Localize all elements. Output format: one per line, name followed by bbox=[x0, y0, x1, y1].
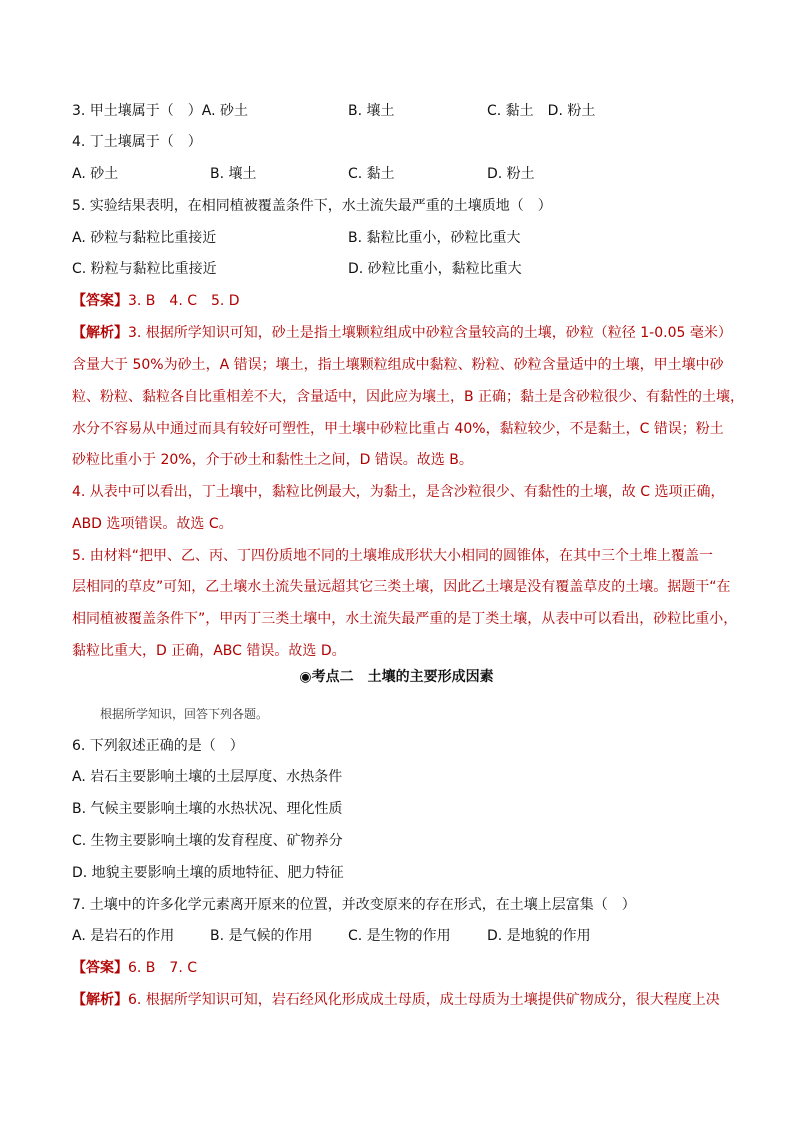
explanation-line: 【解析】3. 根据所学知识可知，砂土是指土壤颗粒组成中砂粒含量较高的土壤，砂粒（粒径 1-0.05 毫米） bbox=[72, 325, 732, 341]
q7-stem: 7. 土壤中的许多化学元素离开原来的位置，并改变原来的存在形式，在土壤上层富集（ ） bbox=[72, 897, 636, 913]
q4-stem: 4. 丁土壤属于（ ） bbox=[72, 134, 202, 150]
explanation-line: 4. 从表中可以看出，丁土壤中，黏粒比例最大，为黏土，是含沙粒很少、有黏性的土壤，故 C 选项正确， bbox=[72, 484, 725, 500]
q7-option-c: C. 是生物的作用 bbox=[348, 928, 451, 944]
explanation-line: 5. 由材料“把甲、乙、丙、丁四份质地不同的土壤堆成形状大小相同的圆锥体，在其中三个土堆上覆盖一 bbox=[72, 548, 714, 564]
q3-stem: 3. 甲土壤属于（ ）A. 砂土 bbox=[72, 103, 249, 119]
q4-option-b: B. 壤土 bbox=[210, 166, 257, 182]
explanation-tag: 【解析】 bbox=[72, 325, 128, 341]
q7-option-a: A. 是岩石的作用 bbox=[72, 928, 175, 944]
q6-option-c: C. 生物主要影响土壤的发育程度、矿物养分 bbox=[72, 833, 343, 849]
explanation-tag: 【解析】 bbox=[72, 992, 128, 1008]
q3-option-cd: C. 黏土 D. 粉土 bbox=[487, 103, 596, 119]
q4-option-d: D. 粉土 bbox=[487, 166, 535, 182]
q3-option-b: B. 壤土 bbox=[348, 103, 395, 119]
explanation-line: ABD 选项错误。故选 C。 bbox=[72, 516, 233, 532]
answer-text: 6. B 7. C bbox=[128, 960, 197, 976]
q5-option-d: D. 砂粒比重小，黏粒比重大 bbox=[348, 261, 522, 277]
q6-stem: 6. 下列叙述正确的是（ ） bbox=[72, 738, 244, 754]
answer-block-2 bbox=[72, 958, 197, 978]
q5-option-a: A. 砂粒与黏粒比重接近 bbox=[72, 230, 217, 246]
explanation-line: 相同植被覆盖条件下”，甲丙丁三类土壤中，水土流失最严重的是丁类土壤，从表中可以看出，砂粒比重小， bbox=[72, 611, 738, 627]
q7-option-d: D. 是地貌的作用 bbox=[487, 928, 591, 944]
explanation-line: 粒、粉粒、黏粒各自比重相差不大，含量适中，因此应为壤土，B 正确；黏土是含砂粒很少、有黏性的土壤， bbox=[72, 389, 745, 405]
explanation-line: 黏粒比重大，D 正确，ABC 错误。故选 D。 bbox=[72, 643, 346, 659]
q7-option-b: B. 是气候的作用 bbox=[210, 928, 313, 944]
answer-tag: 【答案】 bbox=[72, 293, 128, 309]
answer-text: 3. B 4. C 5. D bbox=[128, 293, 240, 309]
q6-option-b: B. 气候主要影响土壤的水热状况、理化性质 bbox=[72, 801, 343, 817]
q4-option-c: C. 黏土 bbox=[348, 166, 395, 182]
section-heading: ◉考点二 土壤的主要形成因素 bbox=[299, 669, 494, 685]
explanation-line: 层相同的草皮”可知，乙土壤水土流失量远超其它三类土壤，因此乙土壤是没有覆盖草皮的土壤。据题干“在 bbox=[72, 579, 731, 595]
q6-option-a: A. 岩石主要影响土壤的土层厚度、水热条件 bbox=[72, 769, 343, 785]
explanation-line: 水分不容易从中通过而具有较好可塑性，甲土壤中砂粒比重占 40%，黏粒较少，不是黏土，C 错误；粉土 bbox=[72, 421, 724, 437]
q6-option-d: D. 地貌主要影响土壤的质地特征、肥力特征 bbox=[72, 865, 344, 881]
explanation-line: 砂粒比重小于 20%，介于砂土和黏性土之间，D 错误。故选 B。 bbox=[72, 452, 473, 468]
answer-block-1 bbox=[72, 291, 240, 311]
q5-stem: 5. 实验结果表明，在相同植被覆盖条件下，水土流失最严重的土壤质地（ ） bbox=[72, 198, 552, 214]
q4-option-a: A. 砂土 bbox=[72, 166, 119, 182]
explanation-line: 含量大于 50%为砂土，A 错误；壤土，指土壤颗粒组成中黏粒、粉粒、砂粒含量适中的土壤，甲土壤中砂 bbox=[72, 357, 724, 373]
q5-option-c: C. 粉粒与黏粒比重接近 bbox=[72, 261, 217, 277]
section-intro: 根据所学知识，回答下列各题。 bbox=[100, 707, 269, 721]
explanation-line: 【解析】6. 根据所学知识可知，岩石经风化形成成土母质，成土母质为土壤提供矿物成分，很大程度上决 bbox=[72, 992, 720, 1008]
q5-option-b: B. 黏粒比重小，砂粒比重大 bbox=[348, 230, 521, 246]
answer-tag: 【答案】 bbox=[72, 960, 128, 976]
